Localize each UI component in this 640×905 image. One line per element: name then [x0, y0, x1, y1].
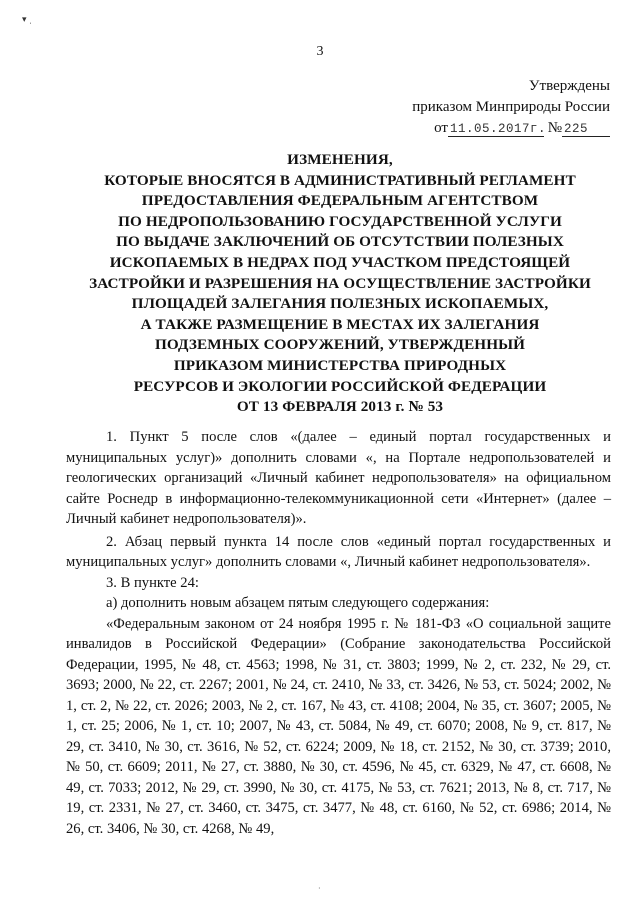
approval-number: 225 [562, 122, 610, 137]
paragraph-1: 1. Пункт 5 после слов «(далее – единый портал государственных и муниципальных услуг)» дополнить словами «, на Портале недропользователей и геологических организаций «Личный кабинет недропользователя» на официальном сайте Роснедр в информационно-телекоммуникационной сети «Интернет» (далее – Личный кабинет недропользователя)». [66, 429, 611, 527]
title-line: ПРЕДОСТАВЛЕНИЯ ФЕДЕРАЛЬНЫМ АГЕНТСТВОМ [141, 192, 539, 210]
title-line: ИСКОПАЕМЫХ В НЕДРАХ ПОД УЧАСТКОМ ПРЕДСТОЯЩЕЙ [109, 253, 571, 271]
title-line: РЕСУРСОВ И ЭКОЛОГИИ РОССИЙСКОЙ ФЕДЕРАЦИИ [133, 377, 547, 395]
approval-from-label: от [434, 120, 448, 136]
document-title [60, 150, 620, 418]
title-line: ПРИКАЗОМ МИНИСТЕРСТВА ПРИРОДНЫХ [173, 356, 507, 374]
title-line: ОТ 13 ФЕВРАЛЯ 2013 г. № 53 [236, 398, 444, 416]
title-line: ИЗМЕНЕНИЯ, [287, 151, 393, 168]
approval-heading: Утверждены [528, 78, 610, 94]
title-line: ЗАСТРОЙКИ И РАЗРЕШЕНИЯ НА ОСУЩЕСТВЛЕНИЕ ЗАСТРОЙКИ [89, 274, 591, 292]
title-line: ПО ВЫДАЧЕ ЗАКЛЮЧЕНИЙ ОБ ОТСУТСТВИИ ПОЛЕЗНЫХ [116, 233, 564, 251]
paragraph-2: 2. Абзац первый пункта 14 после слов «единый портал государственных и муниципальных услуг» дополнить словами «, Личный кабинет недропользователя». [66, 533, 611, 570]
title-line: ПО НЕДРОПОЛЬЗОВАНИЮ ГОСУДАРСТВЕННОЙ УСЛУГИ [118, 212, 562, 230]
document-body [66, 427, 611, 839]
paragraph-5: «Федеральным законом от 24 ноября 1995 г. № 181-ФЗ «О социальной защите инвалидов в Российской Федерации» (Собрание законодательства Российской Федерации, 1995, № 48, ст. 4563; 1998, № 31, ст. 3803; 1999, № 2, ст. 232, № 29, ст. 3693; 2000, № 22, ст. 2267; 2001, № 24, ст. 2410, № 33, ст. 3426, № 53, ст. 5024; 2002, № 1, ст. 2, № 22, ст. 2026; 2003, № 2, ст. 167, № 43, ст. 4108; 2004, № 35, ст. 3607; 2005, № 1, ст. 25; 2006, № 1, ст. 10; 2007, № 43, ст. 5084, № 49, ст. 6070; 2008, № 9, ст. 817, № 29, ст. 3410, № 30, ст. 3616, № 52, ст. 6224; 2009, № 18, ст. 2152, № 30, ст. 3739; 2010, № 50, ст. 6609; 2011, № 27, ст. 3880, № 30, ст. 4596, № 45, ст. 6329, № 47, ст. 6608, № 49, ст. 7033; 2012, № 29, ст. 3990, № 30, ст. 4175, № 53, ст. 7621; 2013, № 8, ст. 717, № 19, ст. 2331, № 27, ст. 3460, ст. 3475, ст. 3477, № 48, ст. 6160, № 52, ст. 6986; 2014, № 26, ст. 3406, № 30, ст. 4268, № 49, [66, 615, 611, 837]
title-line: ПОДЗЕМНЫХ СООРУЖЕНИЙ, УТВЕРЖДЕННЫЙ [154, 336, 526, 354]
paragraph-3: 3. В пункте 24: [106, 574, 199, 591]
approval-number-label: № [547, 120, 562, 136]
scan-speck: · [318, 884, 321, 893]
title-line: А ТАКЖЕ РАЗМЕЩЕНИЕ В МЕСТАХ ИХ ЗАЛЕГАНИЯ [140, 315, 540, 333]
title-line: КОТОРЫЕ ВНОСЯТСЯ В АДМИНИСТРАТИВНЫЙ РЕГЛАМЕНТ [104, 171, 576, 189]
scan-artifact-mark: ▾ ˌ [22, 14, 32, 24]
approval-date: 11.05.2017г. [449, 122, 546, 136]
approval-date-line [412, 118, 610, 139]
title-line: ПЛОЩАДЕЙ ЗАЛЕГАНИЯ ПОЛЕЗНЫХ ИСКОПАЕМЫХ, [131, 295, 549, 313]
approval-block [412, 76, 610, 139]
paragraph-4: а) дополнить новым абзацем пятым следующего содержания: [106, 595, 490, 611]
page-number: 3 [316, 44, 324, 59]
approval-order: приказом Минприроды России [412, 99, 610, 115]
